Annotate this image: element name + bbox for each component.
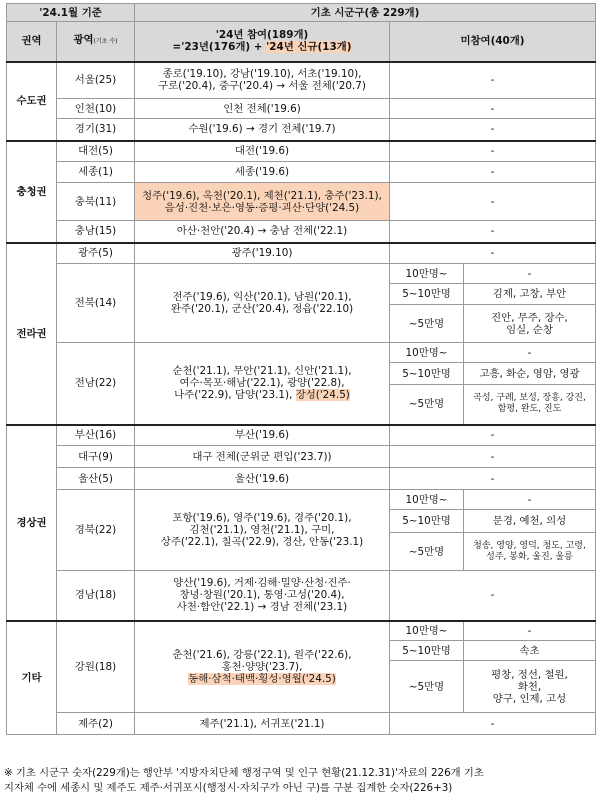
metro-cell: 전북(14) [57,264,135,343]
table-row [7,62,596,99]
participation-cell: 춘천('21.6), 강릉('22.1), 원주('22.6), 홍천·양양('23.7), 동해·삼척·태백·횡성·영월('24.5) [135,621,390,713]
new-2024-highlight: '24년 신규(13개) [266,41,352,54]
size-band-cell: 5~10만명 [390,284,464,305]
participation-cell: 세종('19.6) [135,162,390,183]
table-row [7,425,596,446]
metro-cell: 서울(25) [57,62,135,99]
nonparticipation-cell: 문경, 예천, 의성 [464,510,596,533]
metro-cell: 광주(5) [57,243,135,264]
size-band-cell: 10만명~ [390,490,464,510]
participation-cell: 부산('19.6) [135,425,390,446]
participation-cell: 인천 전체('19.6) [135,99,390,119]
table-row [7,571,596,621]
date-basis-cell: '24.1월 기준 [7,4,135,22]
region-jeolla: 전라권 [7,243,57,425]
metro-cell: 울산(5) [57,468,135,490]
col-metro-header: 광역(기초 수) [57,22,135,62]
metro-cell: 대전(5) [57,141,135,162]
nonparticipation-cell: - [464,490,596,510]
participation-cell: 아산·천안('20.4) → 충남 전체('22.1) [135,221,390,243]
footnote [4,766,596,796]
metro-cell: 경북(22) [57,490,135,571]
nonparticipation-cell: 곡성, 구례, 보성, 장흥, 강진, 함평, 완도, 진도 [464,385,596,425]
participation-cell: 대전('19.6) [135,141,390,162]
nonparticipation-cell: 진안, 무주, 장수, 임실, 순창 [464,305,596,343]
nonparticipation-cell: - [390,446,596,468]
nonparticipation-cell: 청송, 영양, 영덕, 청도, 고령, 성주, 봉화, 울진, 울릉 [464,533,596,571]
nonparticipation-cell: - [390,99,596,119]
metro-cell: 충북(11) [57,183,135,221]
participation-cell: 수원('19.6) → 경기 전체('19.7) [135,119,390,141]
participation-cell: 순천('21.1), 무안('21.1), 신안('21.1), 여수·목포·해남('22.1), 광양('22.8), 나주('22.9), 담양('23.1), 장성('24.5) [135,343,390,425]
nonparticipation-cell: - [464,343,596,363]
metro-cell: 부산(16) [57,425,135,446]
metro-cell: 경기(31) [57,119,135,141]
region-sudo: 수도권 [7,62,57,141]
col-nonparticipation-header: 미참여(40개) [390,22,596,62]
nonparticipation-cell: 김제, 고창, 부안 [464,284,596,305]
table-row [7,713,596,735]
nonparticipation-cell: 속초 [464,641,596,661]
footnote-line: ※ 기초 시군구 숫자(229개)는 행안부 '지방자치단체 행정구역 및 인구 현황(21.12.31)'자료의 226개 기초 [4,767,484,779]
col-region-header: 권역 [7,22,57,62]
table-row [7,99,596,119]
nonparticipation-cell: - [390,713,596,735]
table-row [7,221,596,243]
table-row [7,243,596,264]
nonparticipation-cell: - [464,621,596,641]
region-chungcheong: 충청권 [7,141,57,243]
region-gyeongsang: 경상권 [7,425,57,621]
nonparticipation-cell: 고흥, 화순, 영암, 영광 [464,363,596,385]
participation-cell: 제주('21.1), 서귀포('21.1) [135,713,390,735]
nonparticipation-cell: - [390,119,596,141]
size-band-cell: 10만명~ [390,343,464,363]
nonparticipation-cell: - [464,264,596,284]
metro-cell: 세종(1) [57,162,135,183]
nonparticipation-cell: 평창, 정선, 철원, 화천, 양구, 인제, 고성 [464,661,596,713]
table-row [7,119,596,141]
region-etc: 기타 [7,621,57,735]
table-row [7,264,596,284]
col-participation-header: '24년 참여(189개) ='23년(176개) + '24년 신규(13개) [135,22,390,62]
table-row [7,343,596,363]
basic-title-cell: 기초 시군구(총 229개) [135,4,596,22]
participation-table [6,3,596,735]
participation-cell: 전주('19.6), 익산('20.1), 남원('20.1), 완주('20.1), 군산('20.4), 정읍('22.10) [135,264,390,343]
nonparticipation-cell: - [390,141,596,162]
nonparticipation-cell: - [390,243,596,264]
metro-cell: 제주(2) [57,713,135,735]
table-row [7,490,596,510]
size-band-cell: ~5만명 [390,533,464,571]
participation-cell: 포항('19.6), 영주('19.6), 경주('20.1), 김천('21.1), 영천('21.1), 구미, 상주('22.1), 칠곡('22.9), 경산, 안동('23.1) [135,490,390,571]
size-band-cell: 5~10만명 [390,641,464,661]
nonparticipation-cell: - [390,425,596,446]
participation-cell: 청주('19.6), 옥천('20.1), 제천('21.1), 충주('23.1), 음성·진천·보은·영동·증평·괴산·단양('24.5) [135,183,390,221]
table-row [7,162,596,183]
participation-cell: 양산('19.6), 거제·김해·밀양·산청·진주· 창녕·창원('20.1), 통영·고성('20.4), 사천·함안('22.1) → 경남 전체('23.1) [135,571,390,621]
size-band-cell: 5~10만명 [390,510,464,533]
size-band-cell: ~5만명 [390,305,464,343]
size-band-cell: 10만명~ [390,621,464,641]
nonparticipation-cell: - [390,468,596,490]
size-band-cell: 5~10만명 [390,363,464,385]
participation-cell: 광주('19.10) [135,243,390,264]
size-band-cell: ~5만명 [390,385,464,425]
size-band-cell: ~5만명 [390,661,464,713]
nonparticipation-cell: - [390,183,596,221]
nonparticipation-cell: - [390,62,596,99]
participation-cell: 울산('19.6) [135,468,390,490]
participation-cell: 종로('19.10), 강남('19.10), 서초('19.10), 구로('20.4), 중구('20.4) → 서울 전체('20.7) [135,62,390,99]
metro-cell: 경남(18) [57,571,135,621]
nonparticipation-cell: - [390,162,596,183]
table-row [7,468,596,490]
footnote-line: 지자체 수에 세종시 및 제주도 제주·서귀포시(행정시·자치구가 아닌 구)를 구분 집계한 숫자(226+3) [4,782,453,794]
nonparticipation-cell: - [390,571,596,621]
metro-cell: 전남(22) [57,343,135,425]
table-row [7,446,596,468]
nonparticipation-cell: - [390,221,596,243]
table-row [7,183,596,221]
metro-cell: 대구(9) [57,446,135,468]
metro-cell: 인천(10) [57,99,135,119]
participation-cell: 대구 전체(군위군 편입('23.7)) [135,446,390,468]
metro-cell: 충남(15) [57,221,135,243]
table-row [7,621,596,641]
metro-cell: 강원(18) [57,621,135,713]
size-band-cell: 10만명~ [390,264,464,284]
table-row [7,141,596,162]
